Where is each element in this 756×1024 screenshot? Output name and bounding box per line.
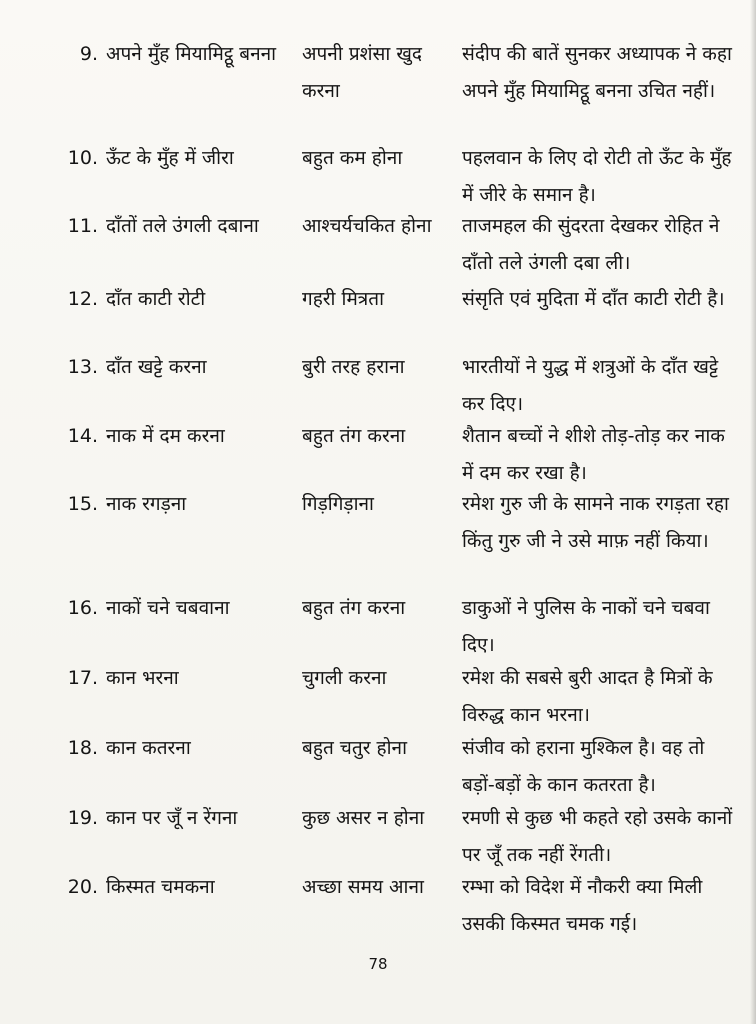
entry-number: 11. (67, 215, 98, 237)
idiom-text: दाँत काटी रोटी (106, 288, 206, 310)
page-number: 78 (368, 955, 388, 973)
idiom-text: अपने मुँह मियामिट्ठू बनना (106, 43, 277, 65)
example-sentence: ताजमहल की सुंदरता देखकर रोहित ने दाँतो तले उंगली दबा ली। (462, 215, 720, 274)
idiom-text: नाकों चने चबवाना (106, 597, 230, 619)
entry-number: 17. (67, 667, 98, 689)
idiom-meaning: बहुत चतुर होना (302, 737, 407, 759)
entry-number: 12. (67, 288, 98, 310)
idiom-meaning: बहुत तंग करना (302, 597, 406, 619)
entry-number: 19. (67, 807, 98, 829)
entry-number: 13. (67, 356, 98, 378)
example-sentence: पहलवान के लिए दो रोटी तो ऊँट के मुँह में जीरे के समान है। (462, 147, 732, 206)
idiom-text: कान कतरना (106, 737, 191, 759)
idiom-meaning: गिड़गिड़ाना (302, 493, 374, 515)
idiom-text: दाँतों तले उंगली दबाना (106, 215, 259, 237)
example-sentence: शैतान बच्चों ने शीशे तोड़-तोड़ कर नाक में दम कर रखा है। (462, 425, 725, 484)
example-sentence: रमेश की सबसे बुरी आदत है मित्रों के विरुद्ध कान भरना। (462, 667, 713, 726)
example-sentence: डाकुओं ने पुलिस के नाकों चने चबवा दिए। (462, 597, 710, 656)
example-sentence: रम्भा को विदेश में नौकरी क्या मिली उसकी किस्मत चमक गई। (462, 876, 703, 935)
idiom-text: दाँत खट्टे करना (106, 356, 207, 378)
entry-number: 10. (67, 147, 98, 169)
idiom-meaning: अपनी प्रशंसा खुद करना (302, 43, 422, 102)
idiom-meaning: गहरी मित्रता (302, 288, 385, 310)
idiom-text: नाक रगड़ना (106, 493, 187, 515)
idiom-text: किस्मत चमकना (106, 876, 215, 898)
idiom-text: कान पर जूँ न रेंगना (106, 807, 238, 829)
idiom-meaning: बहुत कम होना (302, 147, 403, 169)
idiom-meaning: बुरी तरह हराना (302, 356, 405, 378)
example-sentence: संजीव को हराना मुश्किल है। वह तो बड़ों-बड़ों के कान कतरता है। (462, 737, 705, 796)
idiom-meaning: आश्चर्यचकित होना (302, 215, 432, 237)
example-sentence: संसृति एवं मुदिता में दाँत काटी रोटी है। (462, 288, 725, 310)
idiom-meaning: बहुत तंग करना (302, 425, 406, 447)
example-sentence: रमेश गुरु जी के सामने नाक रगड़ता रहा किंतु गुरु जी ने उसे माफ़ नहीं किया। (462, 493, 729, 552)
idiom-text: ऊँट के मुँह में जीरा (106, 147, 234, 169)
entry-number: 20. (67, 876, 98, 898)
example-sentence: रमणी से कुछ भी कहते रहो उसके कानों पर जूँ तक नहीं रेंगती। (462, 807, 733, 866)
entry-number: 15. (67, 493, 98, 515)
idiom-text: नाक में दम करना (106, 425, 225, 447)
page-edge-shadow (750, 0, 756, 1024)
idiom-meaning: अच्छा समय आना (302, 876, 424, 898)
entry-number: 9. (79, 43, 98, 65)
idiom-meaning: चुगली करना (302, 667, 387, 689)
idiom-text: कान भरना (106, 667, 179, 689)
example-sentence: संदीप की बातें सुनकर अध्यापक ने कहा अपने मुँह मियामिट्ठू बनना उचित नहीं। (462, 43, 732, 102)
entry-number: 18. (67, 737, 98, 759)
idiom-meaning: कुछ असर न होना (302, 807, 425, 829)
entry-number: 16. (67, 597, 98, 619)
entry-number: 14. (67, 425, 98, 447)
example-sentence: भारतीयों ने युद्ध में शत्रुओं के दाँत खट्टे कर दिए। (462, 356, 719, 415)
